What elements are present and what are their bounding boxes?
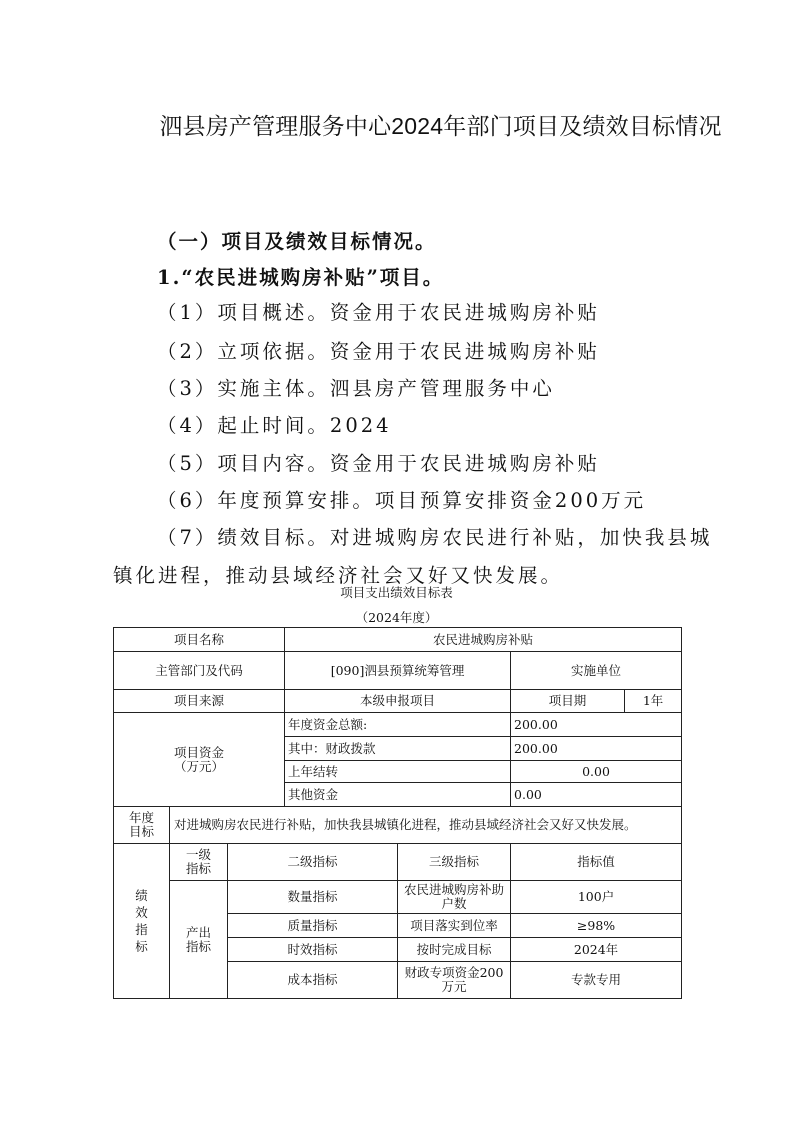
perf-label: 绩效指标 xyxy=(135,888,148,954)
header-level1: 一级指标 xyxy=(170,844,228,881)
funds-total-label: 年度资金总额: xyxy=(285,713,511,737)
output-label: 产出指标 xyxy=(185,924,211,954)
row-value: 2024年 xyxy=(511,938,682,962)
table-row xyxy=(114,628,682,652)
dept-value: [090]泗县预算统筹管理 xyxy=(285,652,511,690)
row-value: ≥98% xyxy=(511,914,682,938)
dept-label: 主管部门及代码 xyxy=(114,652,285,690)
funds-label-cell xyxy=(114,713,285,807)
table-row xyxy=(114,713,682,737)
header-value: 指标值 xyxy=(511,844,682,881)
row-level2: 成本指标 xyxy=(228,962,398,999)
performance-table xyxy=(113,627,682,999)
project-name-value: 农民进城购房补贴 xyxy=(285,628,682,652)
item-goal-continuation: 镇化进程，推动县域经济社会又好又快发展。 xyxy=(113,564,564,587)
row-level3: 项目落实到位率 xyxy=(398,914,511,938)
table-row xyxy=(114,881,682,914)
goal-label: 年度目标 xyxy=(114,807,170,844)
table-row xyxy=(114,690,682,713)
item-period: （4）起止时间。2024 xyxy=(157,414,392,437)
output-label-cell xyxy=(170,881,228,999)
row-level3: 按时完成目标 xyxy=(398,938,511,962)
period-cell xyxy=(511,690,682,713)
row-level3: 农民进城购房补助户数 xyxy=(398,881,511,914)
item-budget: （6）年度预算安排。项目预算安排资金200万元 xyxy=(157,489,647,512)
funds-carryover-value: 0.00 xyxy=(511,761,682,783)
page-title: 泗县房产管理服务中心2024年部门项目及绩效目标情况 xyxy=(159,113,722,139)
period-value: 1年 xyxy=(642,693,664,708)
funds-total-value: 200.00 xyxy=(511,713,682,737)
item-overview: （1）项目概述。资金用于农民进城购房补贴 xyxy=(157,301,600,324)
row-level2: 时效指标 xyxy=(228,938,398,962)
funds-fiscal-value: 200.00 xyxy=(511,737,682,761)
row-level3: 财政专项资金200万元 xyxy=(398,962,511,999)
section-heading: （一）项目及绩效目标情况。 xyxy=(157,230,437,253)
item-basis: （2）立项依据。资金用于农民进城购房补贴 xyxy=(157,340,600,363)
project-name-label: 项目名称 xyxy=(114,628,285,652)
period-label: 项目期 xyxy=(511,690,625,712)
header-level3: 三级指标 xyxy=(398,844,511,881)
funds-other-label: 其他资金 xyxy=(285,783,511,807)
impl-label: 实施单位 xyxy=(511,652,682,690)
funds-other-value: 0.00 xyxy=(511,783,682,807)
project-heading: 1.“农民进城购房补贴”项目。 xyxy=(157,266,445,289)
goal-text: 对进城购房农民进行补贴，加快我县城镇化进程，推动县域经济社会又好又快发展。 xyxy=(170,807,682,844)
funds-carryover-label: 上年结转 xyxy=(285,761,511,783)
table-year-caption: （2024年度） xyxy=(355,610,438,625)
funds-label: 项目资金 xyxy=(174,744,225,760)
row-value: 专款专用 xyxy=(511,962,682,999)
item-subject: （3）实施主体。泗县房产管理服务中心 xyxy=(157,377,555,400)
funds-fiscal-label: 其中：财政拨款 xyxy=(285,737,511,761)
header-level2: 二级指标 xyxy=(228,844,398,881)
table-caption: 项目支出绩效目标表 xyxy=(340,585,453,600)
table-row xyxy=(114,844,682,881)
item-goal: （7）绩效目标。对进城购房农民进行补贴，加快我县城 xyxy=(157,526,713,549)
table-row xyxy=(114,807,682,844)
row-value: 100户 xyxy=(511,881,682,914)
perf-label-cell xyxy=(114,844,170,999)
funds-unit: （万元） xyxy=(174,758,225,774)
table-row xyxy=(114,652,682,690)
item-content: （5）项目内容。资金用于农民进城购房补贴 xyxy=(157,452,600,475)
row-level2: 质量指标 xyxy=(228,914,398,938)
source-label: 项目来源 xyxy=(114,690,285,713)
source-value: 本级申报项目 xyxy=(285,690,511,713)
row-level2: 数量指标 xyxy=(228,881,398,914)
